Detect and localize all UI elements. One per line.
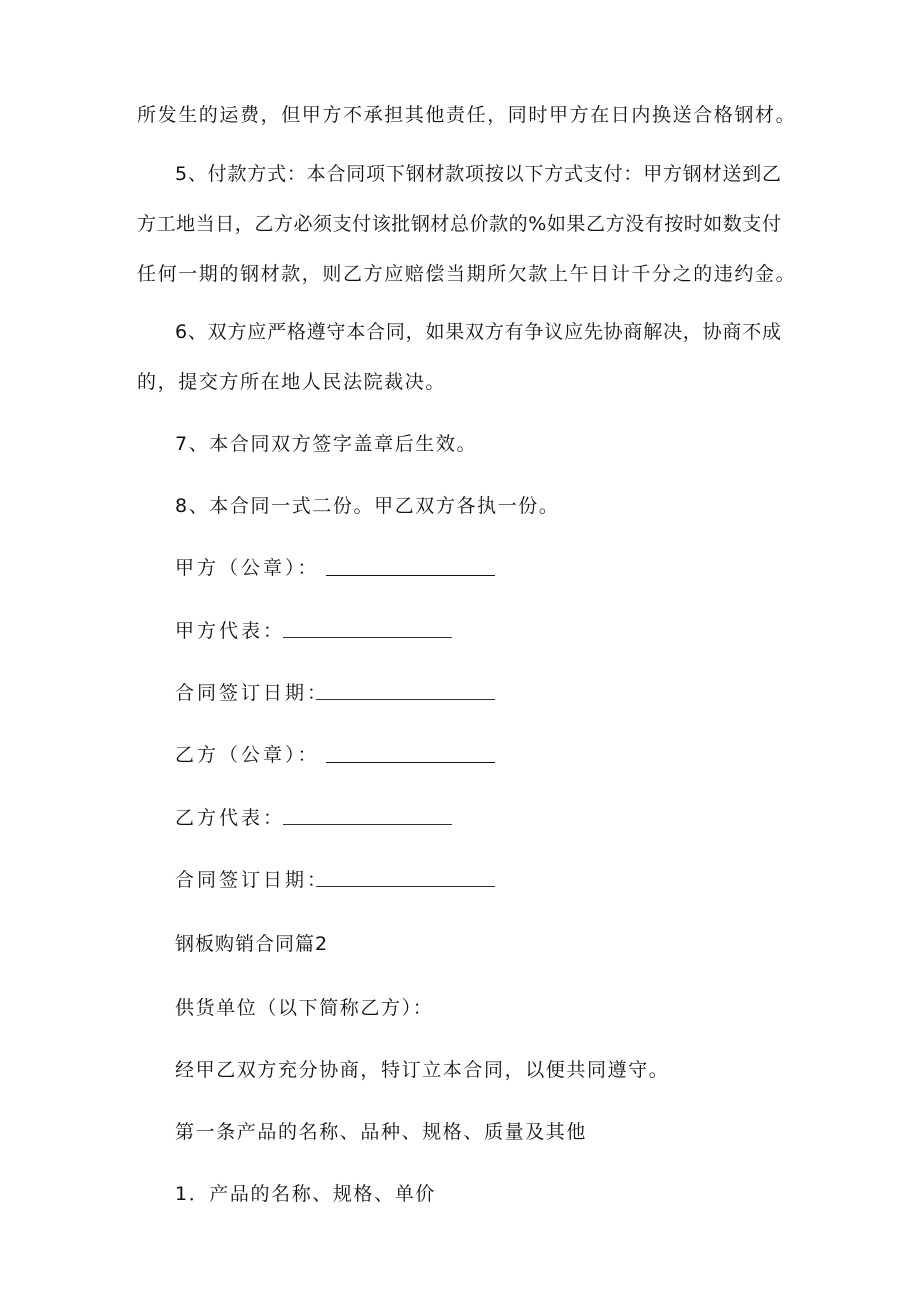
party-a-rep-blank xyxy=(283,637,452,638)
party-b-seal-blank xyxy=(326,762,495,763)
party-a-date-blank xyxy=(316,699,495,700)
party-a-rep-label: 甲方代表： xyxy=(175,620,286,642)
paragraph-6-line-2: 的，提交方所在地人民法院裁决。 xyxy=(137,371,447,393)
supplier-line: 供货单位（以下简称乙方）： xyxy=(175,997,434,1019)
item-1-heading: 1．产品的名称、规格、单价 xyxy=(175,1183,436,1205)
paragraph-4-continuation: 所发生的运费，但甲方不承担其他责任，同时甲方在日内换送合格钢材。 xyxy=(137,104,797,126)
party-b-date-blank xyxy=(316,886,495,887)
paragraph-5-line-3: 任何一期的钢材款，则乙方应赔偿当期所欠款上午日计千分之的违约金。 xyxy=(137,263,797,285)
party-b-date-label: 合同签订日期： xyxy=(175,869,330,891)
party-b-rep-blank xyxy=(283,824,452,825)
party-a-seal-label: 甲方（公章）： xyxy=(175,557,320,579)
party-a-seal-blank xyxy=(326,575,495,576)
section-2-title: 钢板购销合同篇2 xyxy=(175,933,329,955)
party-a-date-label: 合同签订日期： xyxy=(175,682,330,704)
paragraph-8: 8、本合同一式二份。甲乙双方各执一份。 xyxy=(175,495,560,517)
paragraph-5-line-2: 方工地当日，乙方必须支付该批钢材总价款的%如果乙方没有按时如数支付 xyxy=(137,213,781,235)
article-1-heading: 第一条产品的名称、品种、规格、质量及其他 xyxy=(175,1121,588,1143)
paragraph-7: 7、本合同双方签字盖章后生效。 xyxy=(175,433,478,455)
paragraph-6-line-1: 6、双方应严格遵守本合同，如果双方有争议应先协商解决，协商不成 xyxy=(175,321,781,343)
paragraph-5-line-1: 5、付款方式：本合同项下钢材款项按以下方式支付：甲方钢材送到乙 xyxy=(175,163,781,185)
party-b-rep-label: 乙方代表： xyxy=(175,807,286,829)
agreement-line: 经甲乙双方充分协商，特订立本合同，以便共同遵守。 xyxy=(175,1059,670,1081)
party-b-seal-label: 乙方（公章）： xyxy=(175,744,320,766)
